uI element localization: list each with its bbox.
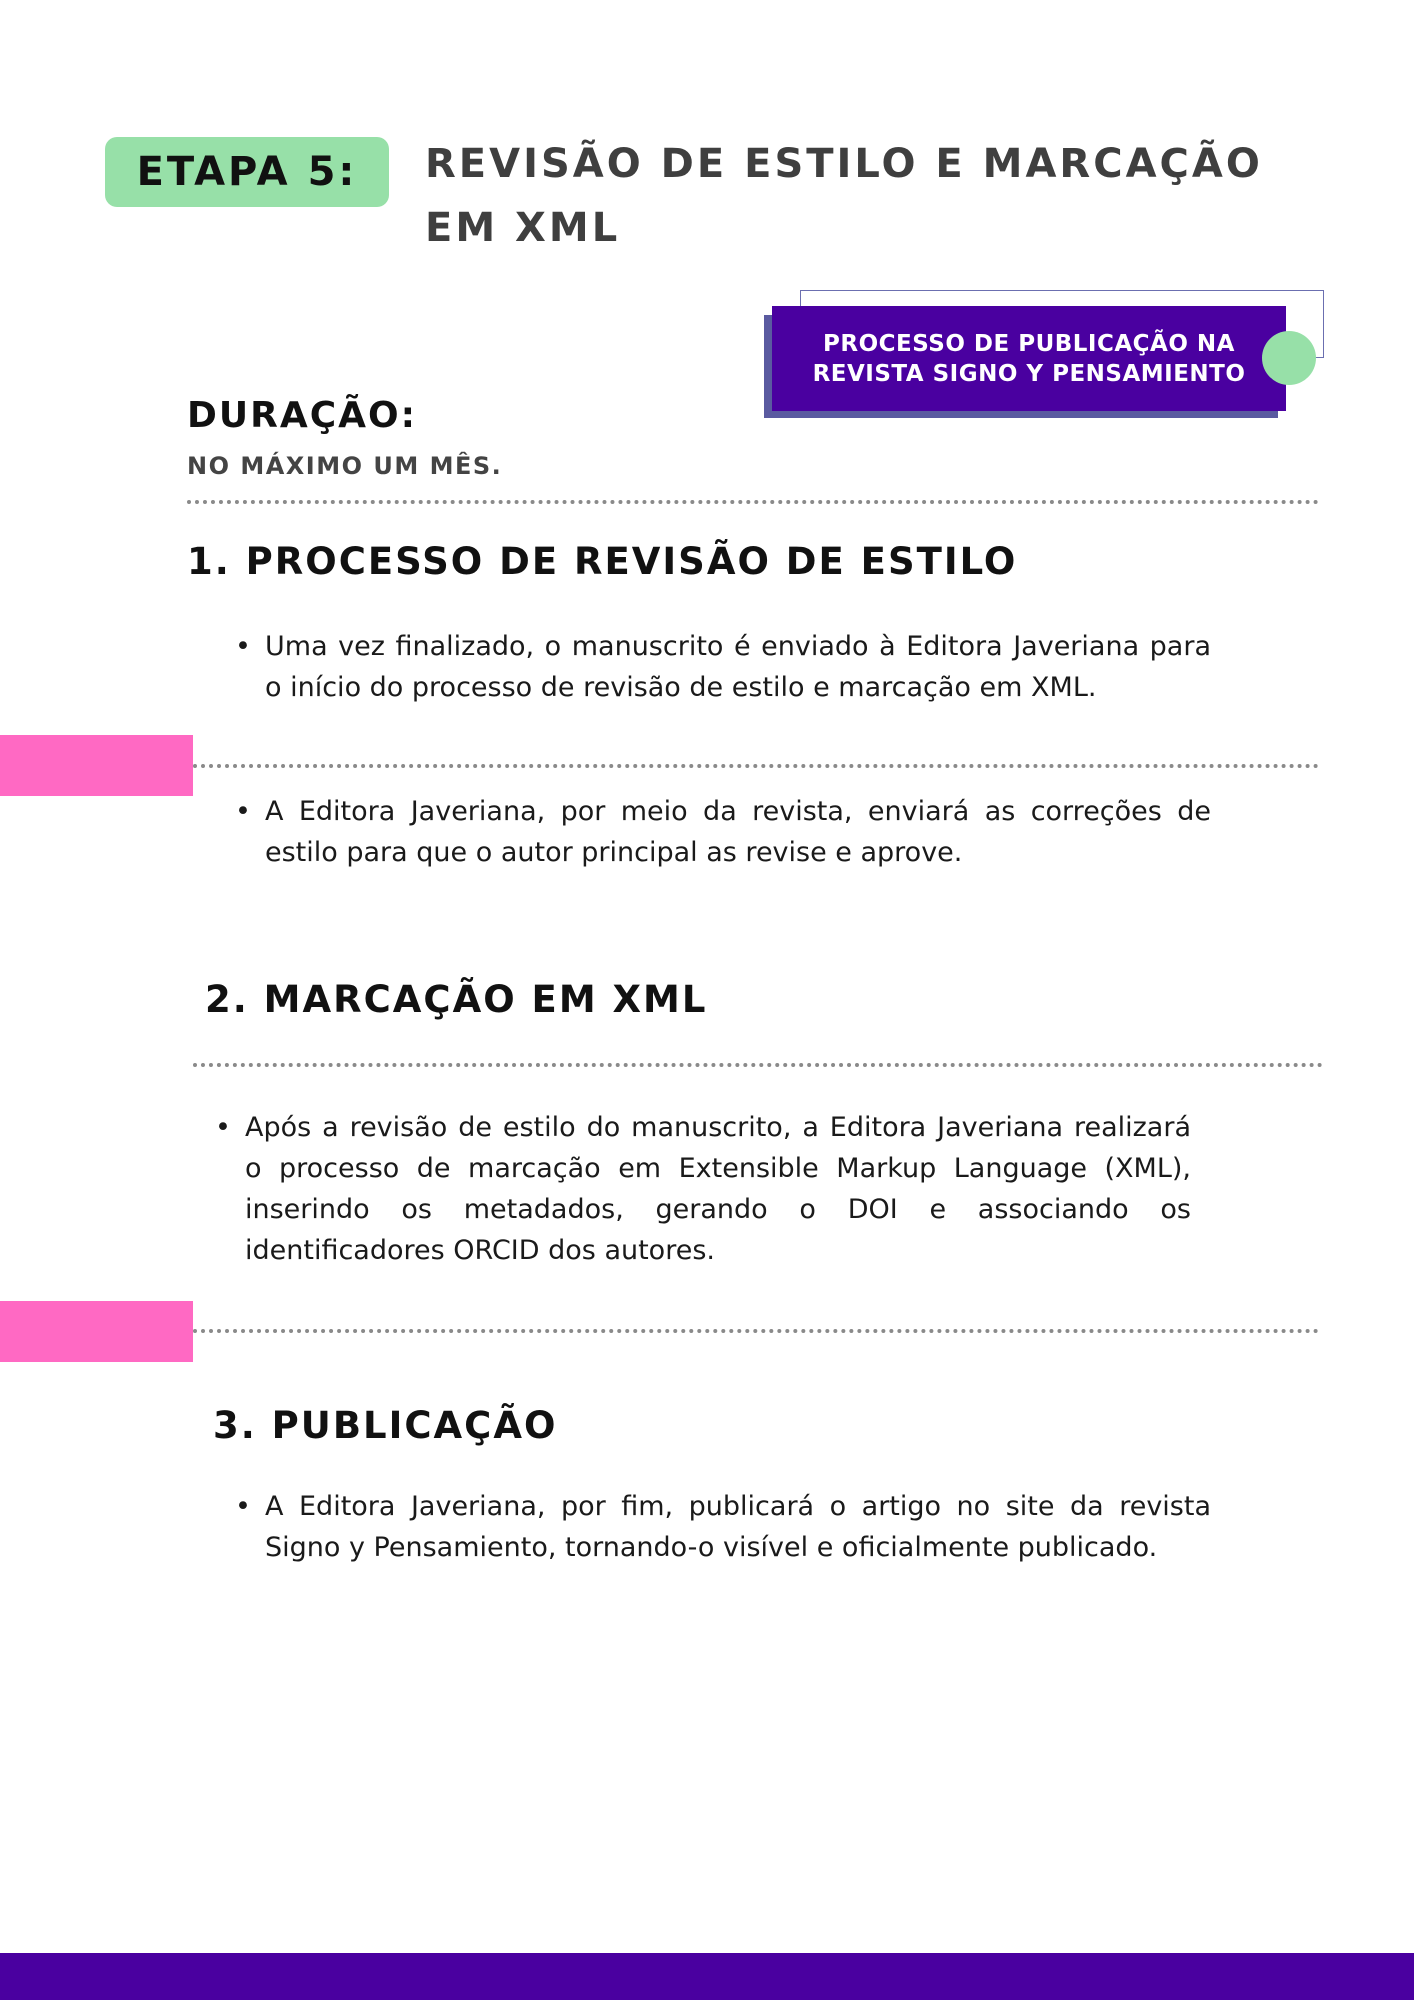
section-2-bullet-1: • Após a revisão de estilo do manuscrito, a Editora Javeriana realizará o processo de marcação em Extensible Markup Language (XML), inserindo os metadados, gerando o DOI e associando os identificadores ORCID dos autores. (245, 1107, 1191, 1271)
divider (193, 1063, 1323, 1067)
section-3-bullet-1: • A Editora Javeriana, por fim, publicará o artigo no site da revista Signo y Pensamiento, tornando-o visível e oficialmente publicado. (265, 1486, 1211, 1568)
section-2-title: 2. MARCAÇÃO EM XML (205, 978, 708, 1021)
section-1-title: 1. PROCESSO DE REVISÃO DE ESTILO (187, 540, 1018, 583)
decorative-circle (1262, 331, 1316, 385)
divider (193, 764, 1319, 768)
section-1-bullet-1: • Uma vez finalizado, o manuscrito é enviado à Editora Javeriana para o início do processo de revisão de estilo e marcação em XML. (265, 626, 1211, 708)
section-1-bullet-2: • A Editora Javeriana, por meio da revista, enviará as correções de estilo para que o autor principal as revise e aprove. (265, 791, 1211, 873)
process-label: PROCESSO DE PUBLICAÇÃO NA REVISTA SIGNO Y PENSAMIENTO (772, 306, 1286, 411)
page-title: REVISÃO DE ESTILO E MARCAÇÃO EM XML (425, 141, 1263, 251)
step-badge: ETAPA 5: (105, 137, 389, 207)
duration-value: NO MÁXIMO UM MÊS. (187, 452, 503, 480)
duration-label: DURAÇÃO: (187, 395, 417, 436)
divider (187, 500, 1319, 504)
divider (193, 1329, 1319, 1333)
pink-accent-bar (0, 1301, 193, 1362)
section-3-title: 3. PUBLICAÇÃO (213, 1404, 558, 1447)
pink-accent-bar (0, 735, 193, 796)
footer-bar (0, 1953, 1414, 2000)
